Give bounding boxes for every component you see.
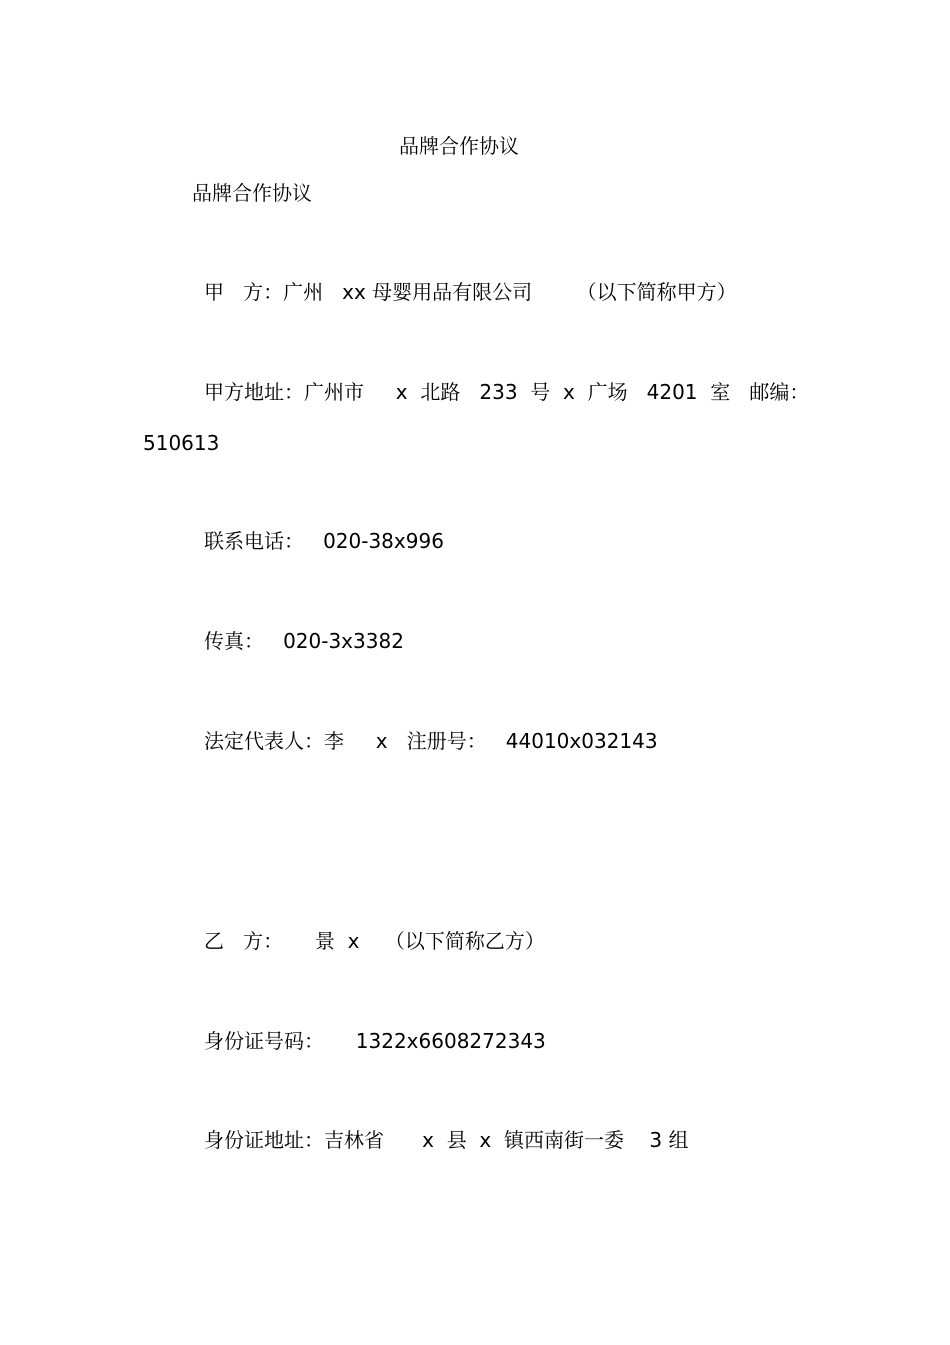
party-a-postcode: 510613 [143,431,220,455]
document-subtitle: 品牌合作协议 [192,181,312,205]
party-b-line: 乙 方： 景 x （以下简称乙方） [204,929,545,953]
party-a-address-line: 甲方地址：广州市 x 北路 233 号 x 广场 4201 室 邮编： [204,380,810,404]
party-b-id-number-line: 身份证号码： 1322x6608272343 [204,1029,546,1053]
document-title: 品牌合作协议 [399,134,519,158]
party-a-legal-rep-line: 法定代表人：李 x 注册号： 44010x032143 [204,729,658,753]
party-a-phone-line: 联系电话： 020-38x996 [204,529,444,553]
party-a-line: 甲 方：广州 xx 母婴用品有限公司 （以下简称甲方） [204,280,737,304]
party-a-fax-line: 传真： 020-3x3382 [204,629,404,653]
party-b-id-address-line: 身份证地址：吉林省 x 县 x 镇西南街一委 3 组 [204,1128,689,1152]
